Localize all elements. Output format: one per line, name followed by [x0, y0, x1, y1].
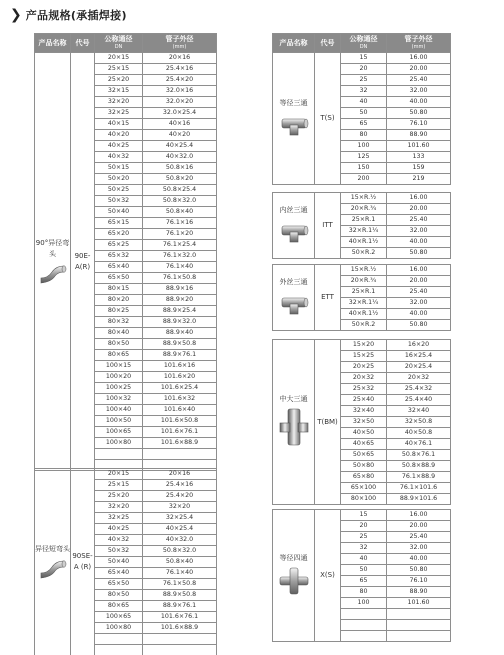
elbow-short-od-cell: 40×32.0	[143, 535, 217, 546]
elbow-short-dn-cell: 80×50	[95, 590, 143, 601]
elbow90-od-cell: 88.9×20	[143, 295, 217, 306]
elbow90-od-cell: 101.6×76.1	[143, 427, 217, 438]
cross-od-cell: 20.00	[387, 521, 451, 532]
elbow-short-dn-cell: 25×15	[95, 480, 143, 491]
elbow90-dn-cell: 80×40	[95, 328, 143, 339]
tee-inner-row	[273, 193, 451, 204]
elbow-short-name-cell	[35, 469, 71, 655]
header-dn: 公称通径 DN	[341, 34, 387, 53]
tee-inner-od-cell: 32.00	[387, 226, 451, 237]
elbow90-code: 90E-A(R)	[71, 53, 95, 471]
elbow90-dn-cell: 32×25	[95, 108, 143, 119]
tee-equal-od-cell: 88.90	[387, 130, 451, 141]
elbow90-dn-cell: 80×32	[95, 317, 143, 328]
elbow90-od-cell: 40×32.0	[143, 152, 217, 163]
elbow90-dn-cell: 20×15	[95, 53, 143, 64]
elbow90-od-cell: 50.8×40	[143, 207, 217, 218]
elbow-short-dn-cell: 40×32	[95, 535, 143, 546]
tee-equal-od-cell: 101.60	[387, 141, 451, 152]
elbow-short-od-cell	[143, 634, 217, 645]
header-dn: 公称通径 DN	[95, 34, 143, 53]
elbow90-od-cell: 76.1×40	[143, 262, 217, 273]
spec-table-short-reducing-elbow	[34, 468, 217, 655]
elbow90-dn-cell: 65×40	[95, 262, 143, 273]
section-heading	[10, 6, 127, 24]
elbow-short-od-cell: 88.9×76.1	[143, 601, 217, 612]
tee-equal-dn-cell: 40	[341, 97, 387, 108]
elbow90-dn-cell: 65×15	[95, 218, 143, 229]
elbow90-od-cell: 88.9×40	[143, 328, 217, 339]
tee-reducing-dn-cell: 65×80	[341, 472, 387, 483]
chevron-right-icon: ❯	[10, 7, 22, 23]
elbow-short-dn-cell: 100×80	[95, 623, 143, 634]
elbow90-od-cell: 50.8×25.4	[143, 185, 217, 196]
elbow90-dn-cell: 40×32	[95, 152, 143, 163]
elbow90-dn-cell: 32×15	[95, 86, 143, 97]
elbow90-dn-cell: 65×20	[95, 229, 143, 240]
elbow-short-od-cell: 32×20	[143, 502, 217, 513]
tee-inner-dn-cell: 20×R.¾	[341, 204, 387, 215]
elbow90-name-cell	[35, 53, 71, 471]
elbow90-od-cell: 101.6×32	[143, 394, 217, 405]
tee-reducing-od-cell: 25.4×32	[387, 384, 451, 395]
elbow90-dn-cell: 100×25	[95, 383, 143, 394]
tee-reducing-dn-cell: 32×40	[341, 406, 387, 417]
elbow-short-dn-cell: 40×25	[95, 524, 143, 535]
elbow90-od-cell: 25.4×20	[143, 75, 217, 86]
tee-reducing-dn-cell: 25×40	[341, 395, 387, 406]
cross-dn-cell: 15	[341, 510, 387, 521]
elbow90-od-cell: 88.9×25.4	[143, 306, 217, 317]
tee-inner-dn-cell: 40×R.1½	[341, 237, 387, 248]
cross-dn-cell	[341, 609, 387, 620]
tee-outer-name-cell	[273, 265, 315, 331]
elbow-short-dn-cell: 65×40	[95, 568, 143, 579]
elbow90-dn-cell: 50×20	[95, 174, 143, 185]
elbow90-od-cell: 50.8×20	[143, 174, 217, 185]
elbow90-od-cell: 101.6×88.9	[143, 438, 217, 449]
elbow90-dn-cell: 80×25	[95, 306, 143, 317]
tee-reducing-od-cell: 50.8×76.1	[387, 450, 451, 461]
tee-reducing-dn-cell: 15×25	[341, 351, 387, 362]
cross-dn-cell: 32	[341, 543, 387, 554]
elbow90-od-cell: 88.9×16	[143, 284, 217, 295]
tee-reducing-od-cell: 32×50.8	[387, 417, 451, 428]
tee-inner-od-cell: 25.40	[387, 215, 451, 226]
tee-equal-od-cell: 219	[387, 174, 451, 185]
elbow90-od-cell: 101.6×40	[143, 405, 217, 416]
tee-reducing-name: 中大三通	[279, 394, 308, 403]
elbow-short-dn-cell: 25×20	[95, 491, 143, 502]
cross-od-cell: 101.60	[387, 598, 451, 609]
elbow-short-od-cell: 88.9×50.8	[143, 590, 217, 601]
section-title: 产品规格(承插焊接)	[25, 9, 127, 22]
tee-outer-dn-cell: 32×R.1¼	[341, 298, 387, 309]
cross-od-cell	[387, 620, 451, 631]
elbow90-od-cell: 76.1×16	[143, 218, 217, 229]
elbow90-od-cell: 88.9×50.8	[143, 339, 217, 350]
elbow90-dn-cell	[95, 449, 143, 460]
tee-equal-od-cell: 16.00	[387, 53, 451, 64]
tee-equal-od-cell: 133	[387, 152, 451, 163]
tee-reducing-dn-cell: 20×25	[341, 362, 387, 373]
tee-reducing-od-cell: 16×20	[387, 340, 451, 351]
tee-reducing-od-cell: 16×25.4	[387, 351, 451, 362]
tee-reducing-dn-cell: 15×20	[341, 340, 387, 351]
tee-inner-fitting-icon	[279, 218, 309, 244]
elbow-short-od-cell: 101.6×88.9	[143, 623, 217, 634]
cross-fitting-icon	[278, 566, 310, 596]
cross-code: X(S)	[315, 510, 341, 642]
cross-od-cell: 88.90	[387, 587, 451, 598]
elbow-short-code: 90SE-A (R)	[71, 469, 95, 655]
elbow-short-dn-cell: 32×25	[95, 513, 143, 524]
elbow90-dn-cell: 50×32	[95, 196, 143, 207]
tee-equal-row	[273, 53, 451, 64]
cross-od-cell: 76.10	[387, 576, 451, 587]
elbow-short-fitting-icon	[38, 557, 68, 579]
elbow90-dn-cell: 100×40	[95, 405, 143, 416]
spec-table-female-thread-tee	[272, 192, 451, 259]
tee-inner-od-cell: 40.00	[387, 237, 451, 248]
elbow90-dn-cell: 50×40	[95, 207, 143, 218]
tee-outer-dn-cell: 15×R.½	[341, 265, 387, 276]
elbow90-dn-cell: 100×50	[95, 416, 143, 427]
tee-outer-od-cell: 40.00	[387, 309, 451, 320]
elbow90-dn-cell: 80×15	[95, 284, 143, 295]
cross-dn-cell: 50	[341, 565, 387, 576]
elbow90-od-cell: 76.1×50.8	[143, 273, 217, 284]
elbow90-dn-cell: 65×50	[95, 273, 143, 284]
tee-reducing-dn-cell: 40×65	[341, 439, 387, 450]
tee-reducing-od-cell: 25.4×40	[387, 395, 451, 406]
spec-table-equal-tee	[272, 33, 451, 185]
tee-reducing-od-cell: 32×40	[387, 406, 451, 417]
elbow-short-od-cell: 76.1×50.8	[143, 579, 217, 590]
elbow90-dn-cell: 50×25	[95, 185, 143, 196]
tee-inner-dn-cell: 32×R.1¼	[341, 226, 387, 237]
tee-outer-code: ETT	[315, 265, 341, 331]
elbow-short-dn-cell: 20×15	[95, 469, 143, 480]
cross-od-cell: 16.00	[387, 510, 451, 521]
tee-reducing-od-cell: 76.1×88.9	[387, 472, 451, 483]
tee-equal-od-cell: 159	[387, 163, 451, 174]
tee-equal-dn-cell: 80	[341, 130, 387, 141]
elbow-short-od-cell: 50.8×40	[143, 557, 217, 568]
elbow90-od-cell: 32.0×20	[143, 97, 217, 108]
elbow90-dn-cell: 80×50	[95, 339, 143, 350]
elbow90-dn-cell: 65×32	[95, 251, 143, 262]
tee-reducing-dn-cell: 32×50	[341, 417, 387, 428]
cross-row	[273, 510, 451, 521]
tee-outer-row	[273, 265, 451, 276]
elbow-short-dn-cell	[95, 634, 143, 645]
tee-equal-name-cell	[273, 53, 315, 185]
spec-table-equal-cross	[272, 509, 451, 642]
cross-dn-cell: 100	[341, 598, 387, 609]
tee-outer-od-cell: 25.40	[387, 287, 451, 298]
tee-inner-od-cell: 20.00	[387, 204, 451, 215]
tee-outer-od-cell: 50.80	[387, 320, 451, 331]
cross-od-cell: 50.80	[387, 565, 451, 576]
tee-equal-dn-cell: 32	[341, 86, 387, 97]
elbow90-dn-cell: 100×32	[95, 394, 143, 405]
elbow90-od-cell: 101.6×50.8	[143, 416, 217, 427]
elbow-short-dn-cell: 50×32	[95, 546, 143, 557]
cross-dn-cell: 40	[341, 554, 387, 565]
tee-equal-dn-cell: 125	[341, 152, 387, 163]
elbow-short-dn-cell	[95, 645, 143, 655]
elbow90-dn-cell: 40×20	[95, 130, 143, 141]
tee-outer-od-cell: 32.00	[387, 298, 451, 309]
elbow90-od-cell: 101.6×16	[143, 361, 217, 372]
elbow90-dn-cell: 100×20	[95, 372, 143, 383]
tee-reducing-fitting-icon	[277, 407, 311, 449]
tee-equal-name: 等径三通	[279, 99, 308, 107]
tee-inner-dn-cell: 50×R.2	[341, 248, 387, 259]
elbow-short-dn-cell: 100×65	[95, 612, 143, 623]
cross-od-cell: 32.00	[387, 543, 451, 554]
tee-equal-dn-cell: 65	[341, 119, 387, 130]
elbow90-row	[35, 53, 217, 64]
tee-equal-od-cell: 20.00	[387, 64, 451, 75]
elbow-short-od-cell: 32×25.4	[143, 513, 217, 524]
elbow-short-od-cell: 20×16	[143, 469, 217, 480]
tee-inner-name-cell	[273, 193, 315, 259]
tee-inner-code: ITT	[315, 193, 341, 259]
header-od: 管子外径 (mm)	[387, 34, 451, 53]
tee-reducing-row	[273, 340, 451, 351]
elbow90-od-cell: 40×20	[143, 130, 217, 141]
elbow90-dn-cell: 100×15	[95, 361, 143, 372]
tee-reducing-od-cell: 88.9×101.6	[387, 494, 451, 505]
tee-outer-name: 外丝三通	[279, 278, 308, 286]
elbow90-fitting-icon	[38, 262, 68, 284]
tee-inner-od-cell: 50.80	[387, 248, 451, 259]
elbow90-od-cell: 88.9×76.1	[143, 350, 217, 361]
tee-equal-od-cell: 25.40	[387, 75, 451, 86]
tee-reducing-dn-cell: 40×50	[341, 428, 387, 439]
tee-reducing-od-cell: 40×50.8	[387, 428, 451, 439]
elbow90-od-cell: 88.9×32.0	[143, 317, 217, 328]
tee-reducing-dn-cell: 65×100	[341, 483, 387, 494]
tee-reducing-name-cell	[273, 340, 315, 505]
elbow90-dn-cell: 80×65	[95, 350, 143, 361]
tee-outer-dn-cell: 50×R.2	[341, 320, 387, 331]
spec-table-male-thread-tee	[272, 264, 451, 331]
elbow-short-dn-cell: 65×50	[95, 579, 143, 590]
elbow-short-od-cell: 25.4×16	[143, 480, 217, 491]
elbow90-dn-cell: 25×15	[95, 64, 143, 75]
tee-equal-fitting-icon	[279, 111, 309, 137]
elbow90-od-cell: 76.1×20	[143, 229, 217, 240]
tee-reducing-od-cell: 40×76.1	[387, 439, 451, 450]
elbow90-dn-cell: 25×20	[95, 75, 143, 86]
cross-od-cell: 25.40	[387, 532, 451, 543]
tee-equal-od-cell: 40.00	[387, 97, 451, 108]
tee-reducing-code: T(BM)	[315, 340, 341, 505]
elbow90-od-cell: 76.1×32.0	[143, 251, 217, 262]
cross-name: 等径四通	[279, 554, 308, 562]
elbow-short-od-cell: 25.4×20	[143, 491, 217, 502]
tee-equal-od-cell: 32.00	[387, 86, 451, 97]
elbow90-dn-cell: 100×65	[95, 427, 143, 438]
tee-reducing-od-cell: 76.1×101.6	[387, 483, 451, 494]
tee-equal-od-cell: 76.10	[387, 119, 451, 130]
elbow90-dn-cell: 65×25	[95, 240, 143, 251]
header-code: 代号	[315, 34, 341, 53]
tee-reducing-dn-cell: 50×80	[341, 461, 387, 472]
elbow90-od-cell: 25.4×16	[143, 64, 217, 75]
elbow-short-od-cell: 76.1×40	[143, 568, 217, 579]
tee-reducing-dn-cell: 80×100	[341, 494, 387, 505]
tee-equal-dn-cell: 50	[341, 108, 387, 119]
cross-dn-cell: 65	[341, 576, 387, 587]
elbow90-dn-cell: 40×25	[95, 141, 143, 152]
tee-equal-dn-cell: 150	[341, 163, 387, 174]
cross-od-cell: 40.00	[387, 554, 451, 565]
elbow90-od-cell: 20×16	[143, 53, 217, 64]
elbow90-od-cell: 50.8×16	[143, 163, 217, 174]
header-code: 代号	[71, 34, 95, 53]
tee-outer-od-cell: 16.00	[387, 265, 451, 276]
header-product-name: 产品名称	[273, 34, 315, 53]
tee-outer-dn-cell: 20×R.¾	[341, 276, 387, 287]
cross-dn-cell: 25	[341, 532, 387, 543]
tee-equal-dn-cell: 15	[341, 53, 387, 64]
elbow-short-name: 异径短弯头	[35, 544, 70, 553]
elbow90-od-cell: 40×25.4	[143, 141, 217, 152]
elbow-short-dn-cell: 80×65	[95, 601, 143, 612]
tee-reducing-od-cell: 20×25.4	[387, 362, 451, 373]
cross-od-cell	[387, 631, 451, 642]
elbow-short-dn-cell: 50×40	[95, 557, 143, 568]
elbow90-od-cell: 32.0×25.4	[143, 108, 217, 119]
cross-dn-cell	[341, 620, 387, 631]
elbow90-od-cell: 32.0×16	[143, 86, 217, 97]
elbow90-od-cell	[143, 449, 217, 460]
cross-od-cell	[387, 609, 451, 620]
elbow90-dn-cell: 100×80	[95, 438, 143, 449]
tee-equal-dn-cell: 200	[341, 174, 387, 185]
elbow90-dn-cell: 40×15	[95, 119, 143, 130]
elbow90-name: 90°异径弯头	[35, 238, 70, 258]
elbow-short-dn-cell: 32×20	[95, 502, 143, 513]
tee-outer-fitting-icon	[279, 290, 309, 316]
cross-dn-cell: 20	[341, 521, 387, 532]
tee-reducing-od-cell: 20×32	[387, 373, 451, 384]
elbow90-od-cell: 76.1×25.4	[143, 240, 217, 251]
elbow90-od-cell: 101.6×20	[143, 372, 217, 383]
tee-equal-dn-cell: 20	[341, 64, 387, 75]
tee-inner-od-cell: 16.00	[387, 193, 451, 204]
tee-reducing-dn-cell: 50×65	[341, 450, 387, 461]
tee-equal-dn-cell: 100	[341, 141, 387, 152]
spec-table-90-reducing-elbow	[34, 33, 217, 471]
tee-equal-dn-cell: 25	[341, 75, 387, 86]
elbow-short-od-cell: 40×25.4	[143, 524, 217, 535]
elbow-short-od-cell: 50.8×32.0	[143, 546, 217, 557]
spec-table-reducing-tee	[272, 339, 451, 505]
tee-inner-dn-cell: 25×R.1	[341, 215, 387, 226]
elbow-short-od-cell	[143, 645, 217, 655]
header-product-name: 产品名称	[35, 34, 71, 53]
tee-outer-dn-cell: 25×R.1	[341, 287, 387, 298]
tee-inner-dn-cell: 15×R.½	[341, 193, 387, 204]
elbow90-dn-cell: 80×20	[95, 295, 143, 306]
tee-reducing-dn-cell: 25×32	[341, 384, 387, 395]
elbow90-dn-cell: 32×20	[95, 97, 143, 108]
tee-equal-code: T(S)	[315, 53, 341, 185]
elbow90-od-cell: 50.8×32.0	[143, 196, 217, 207]
header-od: 管子外径 (mm)	[143, 34, 217, 53]
cross-dn-cell: 80	[341, 587, 387, 598]
tee-outer-od-cell: 20.00	[387, 276, 451, 287]
tee-outer-dn-cell: 40×R.1½	[341, 309, 387, 320]
elbow-short-row	[35, 469, 217, 480]
cross-name-cell	[273, 510, 315, 642]
cross-dn-cell	[341, 631, 387, 642]
elbow-short-od-cell: 101.6×76.1	[143, 612, 217, 623]
tee-reducing-od-cell: 50.8×88.9	[387, 461, 451, 472]
tee-equal-od-cell: 50.80	[387, 108, 451, 119]
elbow90-od-cell: 40×16	[143, 119, 217, 130]
elbow90-dn-cell: 50×15	[95, 163, 143, 174]
tee-reducing-dn-cell: 20×32	[341, 373, 387, 384]
elbow90-od-cell: 101.6×25.4	[143, 383, 217, 394]
tee-inner-name: 内丝三通	[279, 206, 308, 214]
